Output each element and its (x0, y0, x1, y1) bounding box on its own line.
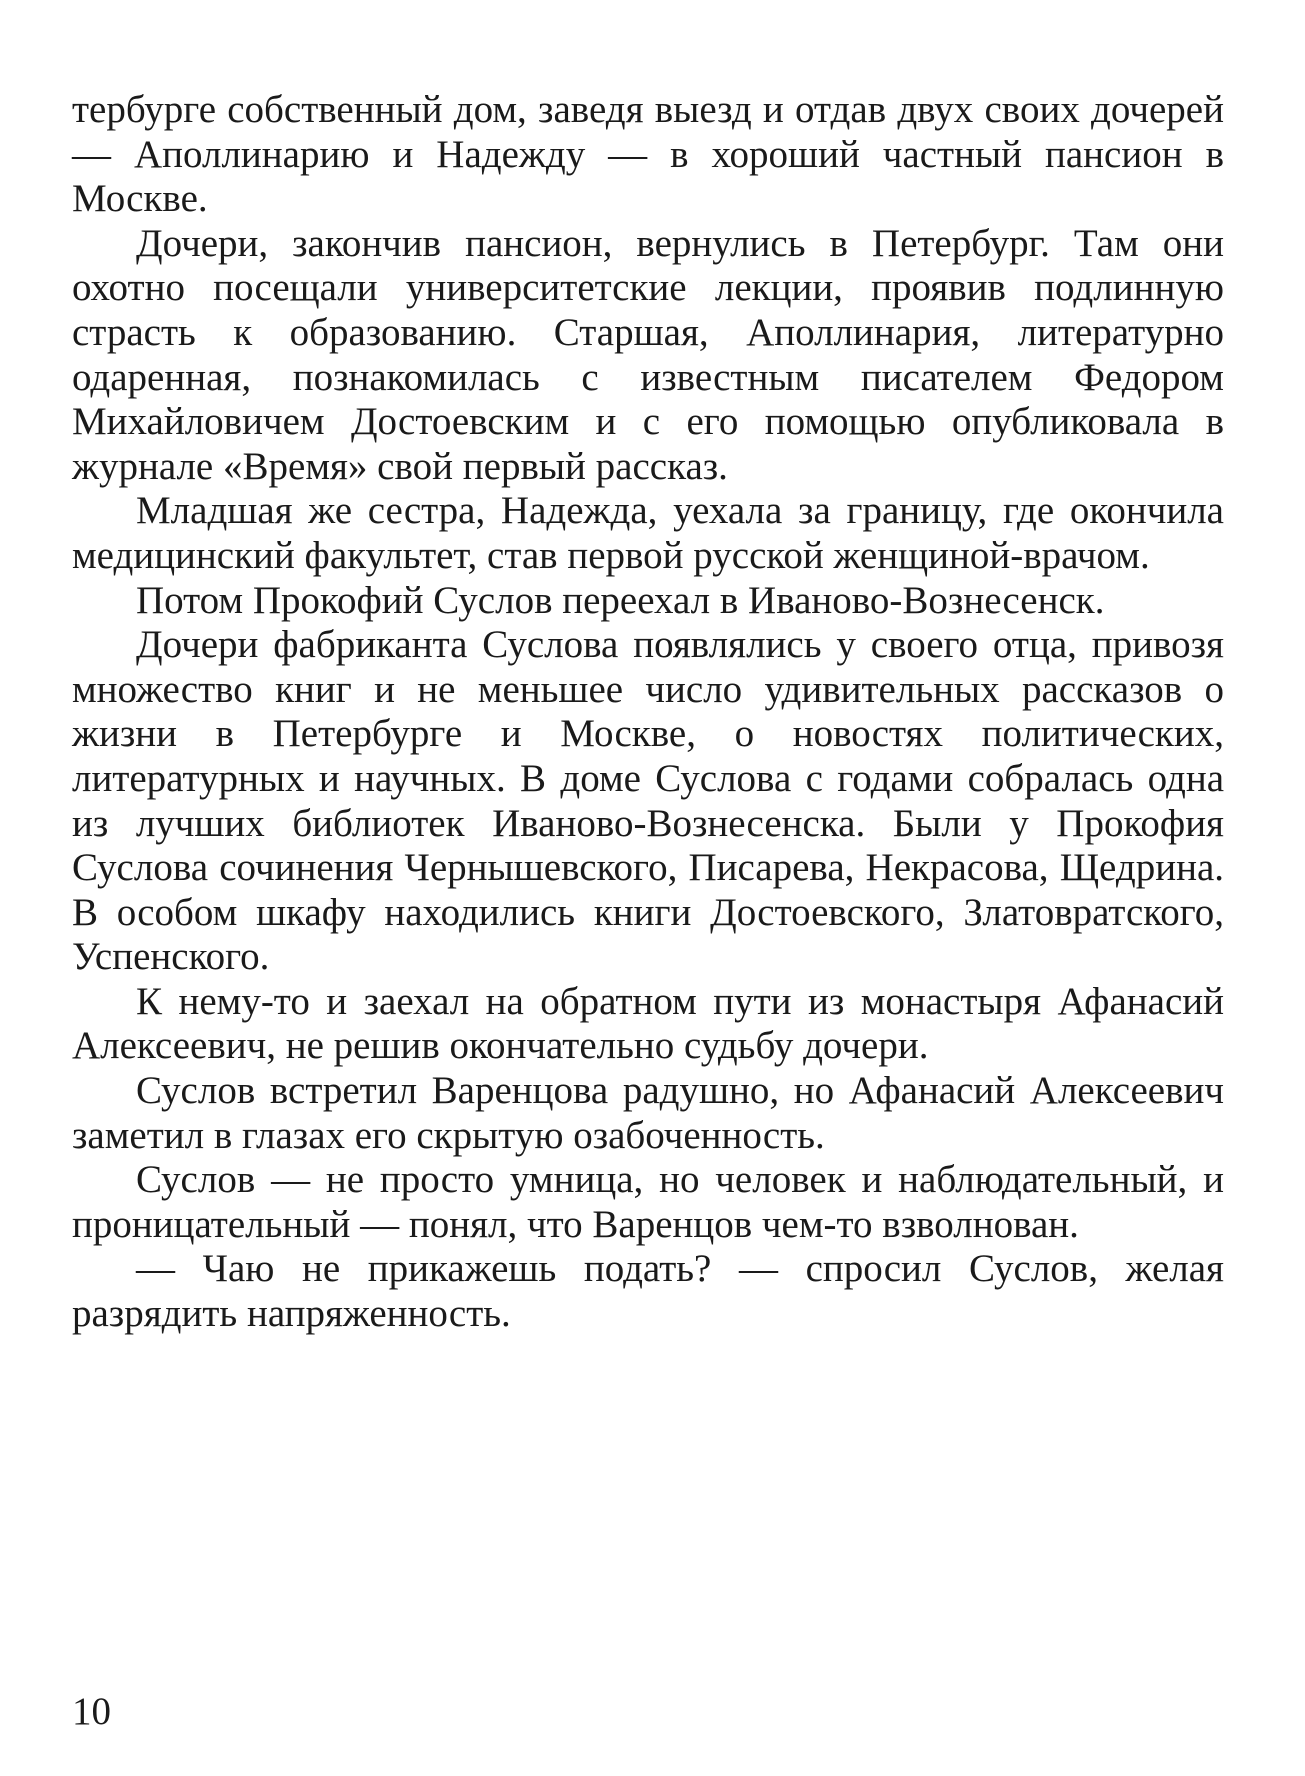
page-body (72, 88, 1224, 1337)
paragraph-9: — Чаю не прикажешь подать? — спросил Суслов, желая разрядить напряженность. (72, 1247, 1224, 1336)
paragraph-6: К нему-то и заехал на обратном пути из монастыря Афанасий Алексеевич, не решив окончательно судьбу дочери. (72, 979, 1224, 1068)
paragraph-1: тербурге собственный дом, заведя выезд и отдав двух своих дочерей — Аполлинарию и Надежду — в хороший частный пансион в Москве. (72, 88, 1224, 221)
paragraph-2: Дочери, закончив пансион, вернулись в Петербург. Там они охотно посещали университетские лекции, проявив подлинную страсть к образованию. Старшая, Аполлинария, литературно одаренная, познакомилась с известным писателем Федором Михайловичем Достоевским и с его помощью опубликовала в журнале «Время» свой первый рассказ. (72, 221, 1224, 488)
paragraph-8: Суслов — не просто умница, но человек и наблюдательный, и проницательный — понял, что Варенцов чем-то взволнован. (72, 1158, 1224, 1246)
paragraph-7: Суслов встретил Варенцова радушно, но Афанасий Алексеевич заметил в глазах его скрытую озабоченность. (72, 1069, 1224, 1157)
page-number: 10 (72, 1690, 111, 1733)
paragraph-5: Дочери фабриканта Суслова появлялись у своего отца, привозя множество книг и не меньшее число удивительных рассказов о жизни в Петербурге и Москве, о новостях политических, литературных и научных. В доме Суслова с годами собралась одна из лучших библиотек Иваново-Вознесенска. Были у Прокофия Суслова сочинения Чернышевского, Писарева, Некрасова, Щедрина. В особом шкафу находились книги Достоевского, Златовратского, Успенского. (72, 623, 1224, 979)
paragraph-3: Младшая же сестра, Надежда, уехала за границу, где окончила медицинский факультет, став первой русской женщиной-врачом. (72, 489, 1224, 577)
paragraph-4: Потом Прокофий Суслов переехал в Иваново-Вознесенск. (136, 578, 1105, 622)
